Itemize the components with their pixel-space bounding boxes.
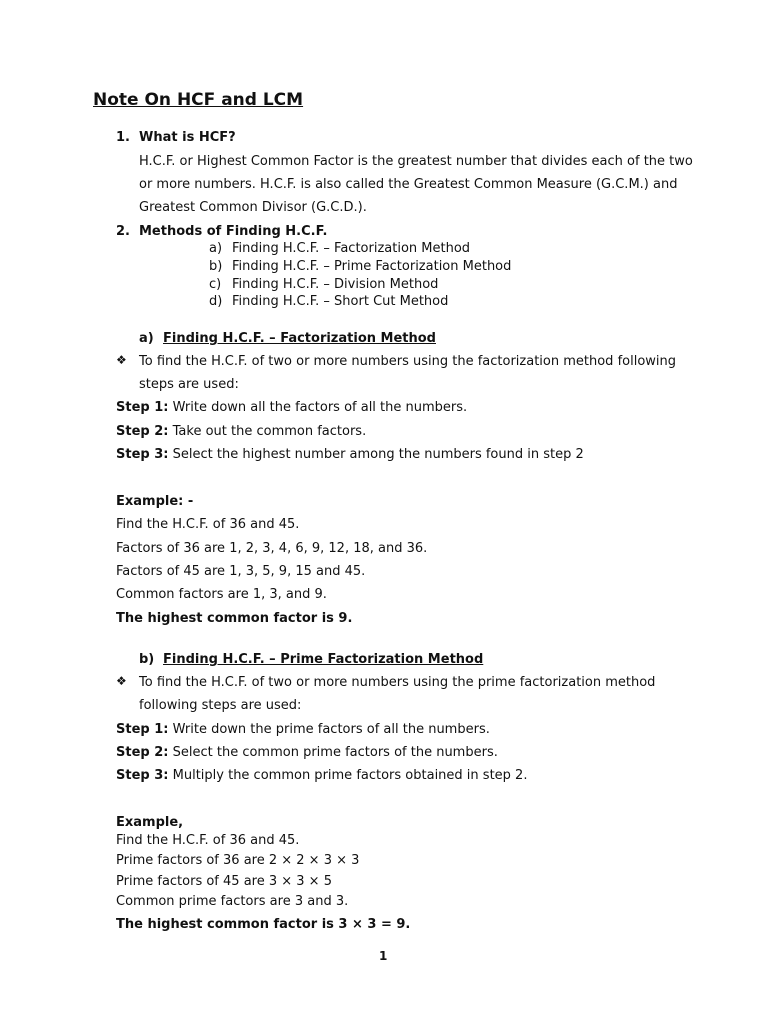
page-title: Note On HCF and LCM: [93, 90, 304, 110]
example-line: Common factors are 1, 3, and 9.: [116, 587, 327, 602]
section-number: 2.: [116, 224, 130, 239]
list-item: Finding H.C.F. – Factorization Method: [232, 241, 471, 256]
step-line: [116, 447, 584, 462]
example-result: The highest common factor is 9.: [116, 611, 353, 626]
step-text: Take out the common factors.: [172, 424, 367, 439]
paragraph-line: H.C.F. or Highest Common Factor is the greatest number that divides each of the two: [139, 154, 693, 169]
step-text: Write down all the factors of all the numbers.: [172, 400, 468, 415]
step-label: Step 1:: [116, 722, 169, 737]
example-line: Common prime factors are 3 and 3.: [116, 894, 349, 909]
subsection-heading: Finding H.C.F. – Prime Factorization Method: [163, 652, 484, 667]
example-line: Factors of 45 are 1, 3, 5, 9, 15 and 45.: [116, 564, 366, 579]
step-text: Multiply the common prime factors obtained in step 2.: [172, 768, 528, 783]
list-item: Finding H.C.F. – Division Method: [232, 277, 439, 292]
step-line: [116, 745, 498, 760]
step-line: [116, 424, 366, 439]
list-item: Finding H.C.F. – Prime Factorization Method: [232, 259, 512, 274]
intro-line: To find the H.C.F. of two or more numbers using the prime factorization method: [139, 675, 656, 690]
step-line: [116, 722, 490, 737]
section-heading: Methods of Finding H.C.F.: [139, 224, 328, 239]
example-line: Find the H.C.F. of 36 and 45.: [116, 517, 300, 532]
paragraph-line: Greatest Common Divisor (G.C.D.).: [139, 200, 367, 215]
example-result: The highest common factor is 3 × 3 = 9.: [116, 917, 411, 932]
step-text: Write down the prime factors of all the numbers.: [172, 722, 490, 737]
step-label: Step 2:: [116, 745, 169, 760]
step-line: [116, 768, 527, 783]
example-line: Factors of 36 are 1, 2, 3, 4, 6, 9, 12, 18, and 36.: [116, 541, 428, 556]
step-label: Step 3:: [116, 768, 169, 783]
subsection-heading: Finding H.C.F. – Factorization Method: [163, 331, 436, 346]
list-letter: c): [209, 277, 222, 292]
diamond-bullet-icon: ❖: [116, 674, 127, 688]
list-letter: d): [209, 294, 223, 309]
intro-line: To find the H.C.F. of two or more numbers using the factorization method following: [139, 354, 677, 369]
example-line: Find the H.C.F. of 36 and 45.: [116, 833, 300, 848]
intro-line: steps are used:: [139, 377, 239, 392]
step-text: Select the highest number among the numbers found in step 2: [172, 447, 584, 462]
intro-line: following steps are used:: [139, 698, 302, 713]
step-line: [116, 400, 467, 415]
step-label: Step 1:: [116, 400, 169, 415]
step-text: Select the common prime factors of the numbers.: [172, 745, 498, 760]
page-number: 1: [379, 949, 388, 963]
example-line: Prime factors of 45 are 3 × 3 × 5: [116, 874, 332, 889]
step-label: Step 3:: [116, 447, 169, 462]
diamond-bullet-icon: ❖: [116, 353, 127, 367]
section-number: 1.: [116, 130, 130, 145]
subsection-letter: b): [139, 652, 155, 667]
step-label: Step 2:: [116, 424, 169, 439]
example-line: Prime factors of 36 are 2 × 2 × 3 × 3: [116, 853, 360, 868]
list-item: Finding H.C.F. – Short Cut Method: [232, 294, 449, 309]
example-label: Example: -: [116, 494, 194, 509]
list-letter: a): [209, 241, 223, 256]
example-label: Example,: [116, 815, 184, 830]
paragraph-line: or more numbers. H.C.F. is also called the Greatest Common Measure (G.C.M.) and: [139, 177, 678, 192]
subsection-letter: a): [139, 331, 154, 346]
section-heading: What is HCF?: [139, 130, 236, 145]
list-letter: b): [209, 259, 223, 274]
